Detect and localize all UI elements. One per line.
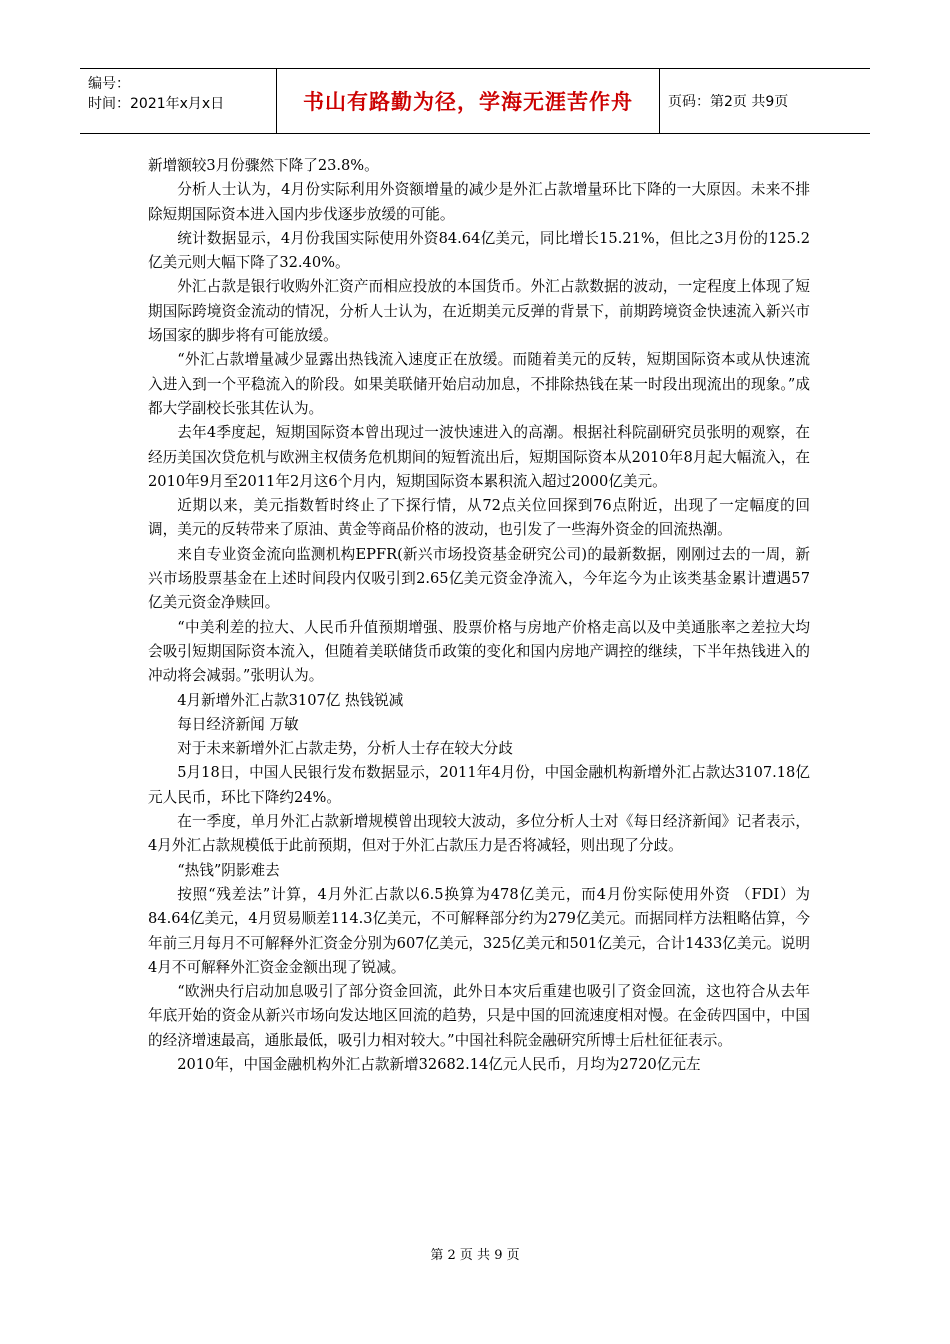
paragraph: 5月18日，中国人民银行发布数据显示，2011年4月份，中国金融机构新增外汇占款达3107.18亿元人民币，环比下降约24%。: [148, 764, 810, 806]
paragraph: 近期以来，美元指数暂时终止了下探行情，从72点关位回探到76点附近，出现了一定幅度的回调，美元的反转带来了原油、黄金等商品价格的波动，也引发了一些海外资金的回流热潮。: [148, 497, 810, 539]
section-heading: “热钱”阴影难去: [177, 861, 280, 879]
document-number-label: 编号：: [88, 76, 130, 92]
paragraph: “中美利差的拉大、人民币升值预期增强、股票价格与房地产价格走高以及中美通胀率之差拉大均会吸引短期国际资本流入，但随着美联储货币政策的变化和国内房地产调控的继续，下半年热钱进入的冲动将会减弱。”张明认为。: [148, 618, 810, 685]
header-meta: [80, 69, 277, 133]
paragraph: 来自专业资金流向监测机构EPFR(新兴市场投资基金研究公司)的最新数据，刚刚过去的一周，新兴市场股票基金在上述时间段内仅吸引到2.65亿美元资金净流入，今年迄今为止该类基金累计遭遇57亿美元资金净赎回。: [148, 545, 810, 612]
paragraph: 2010年，中国金融机构外汇占款新增32682.14亿元人民币，月均为2720亿元左: [177, 1055, 701, 1073]
article-subheadline: 对于未来新增外汇占款走势，分析人士存在较大分歧: [177, 740, 513, 758]
paragraph: 在一季度，单月外汇占款新增规模曾出现较大波动，多位分析人士对《每日经济新闻》记者表示，4月外汇占款规模低于此前预期，但对于外汇占款压力是否将减轻，则出现了分歧。: [148, 813, 810, 855]
document-date-label: 时间：2021年x月x日: [88, 96, 225, 112]
paragraph: 去年4季度起，短期国际资本曾出现过一波快速进入的高潮。根据社科院副研究员张明的观察，在经历美国次贷危机与欧洲主权债务危机期间的短暂流出后，短期国际资本从2010年8月起大幅流入，在2010年9月至2011年2月这6个月内，短期国际资本累积流入超过2000亿美元。: [148, 424, 810, 490]
article-byline: 每日经济新闻 万敏: [177, 715, 299, 733]
paragraph: “欧洲央行启动加息吸引了部分资金回流，此外日本灾后重建也吸引了资金回流，这也符合从去年年底开始的资金从新兴市场向发达地区回流的趋势，只是中国的回流速度相对慢。在金砖四国中，中国的经济增速最高，通胀最低，吸引力相对较大。”中国社科院金融研究所博士后杜征征表示。: [148, 983, 810, 1049]
paragraph: 分析人士认为，4月份实际利用外资额增量的减少是外汇占款增量环比下降的一大原因。未来不排除短期国际资本进入国内步伐逐步放缓的可能。: [148, 181, 810, 223]
paragraph: 新增额较3月份骤然下降了23.8%。: [148, 157, 379, 174]
page-header: [80, 68, 870, 134]
paragraph: 外汇占款是银行收购外汇资产而相应投放的本国货币。外汇占款数据的波动，一定程度上体现了短期国际跨境资金流动的情况，分析人士认为，在近期美元反弹的背景下，前期跨境资金快速流入新兴市场国家的脚步将有可能放缓。: [148, 278, 810, 345]
paragraph: 统计数据显示，4月份我国实际使用外资84.64亿美元，同比增长15.21%，但比之3月份的125.2亿美元则大幅下降了32.40%。: [148, 229, 810, 272]
paragraph: “外汇占款增量减少显露出热钱流入速度正在放缓。而随着美元的反转，短期国际资本或从快速流入进入到一个平稳流入的阶段。如果美联储开始启动加息，不排除热钱在某一时段出现流出的现象。”成都大学副校长张其佐认为。: [148, 351, 810, 417]
header-motto: 书山有路勤为径，学海无涯苦作舟: [277, 69, 660, 133]
paragraph: 按照“残差法”计算，4月外汇占款以6.5换算为478亿美元，而4月份实际使用外资 （FDI）为84.64亿美元，4月贸易顺差114.3亿美元，不可解释部分约为279亿美元。而据同样方法粗略估算，今年前三月每月不可解释外汇资金分别为607亿美元，325亿美元和501亿美元，合计1433亿美元。说明4月不可解释外汇资金金额出现了锐减。: [148, 885, 810, 976]
document-body: [148, 154, 810, 1077]
page-footer: 第 2 页 共 9 页: [430, 1248, 520, 1263]
article-headline: 4月新增外汇占款3107亿 热钱锐减: [177, 691, 404, 709]
header-page-number: 页码：第2页 共9页: [668, 94, 789, 110]
